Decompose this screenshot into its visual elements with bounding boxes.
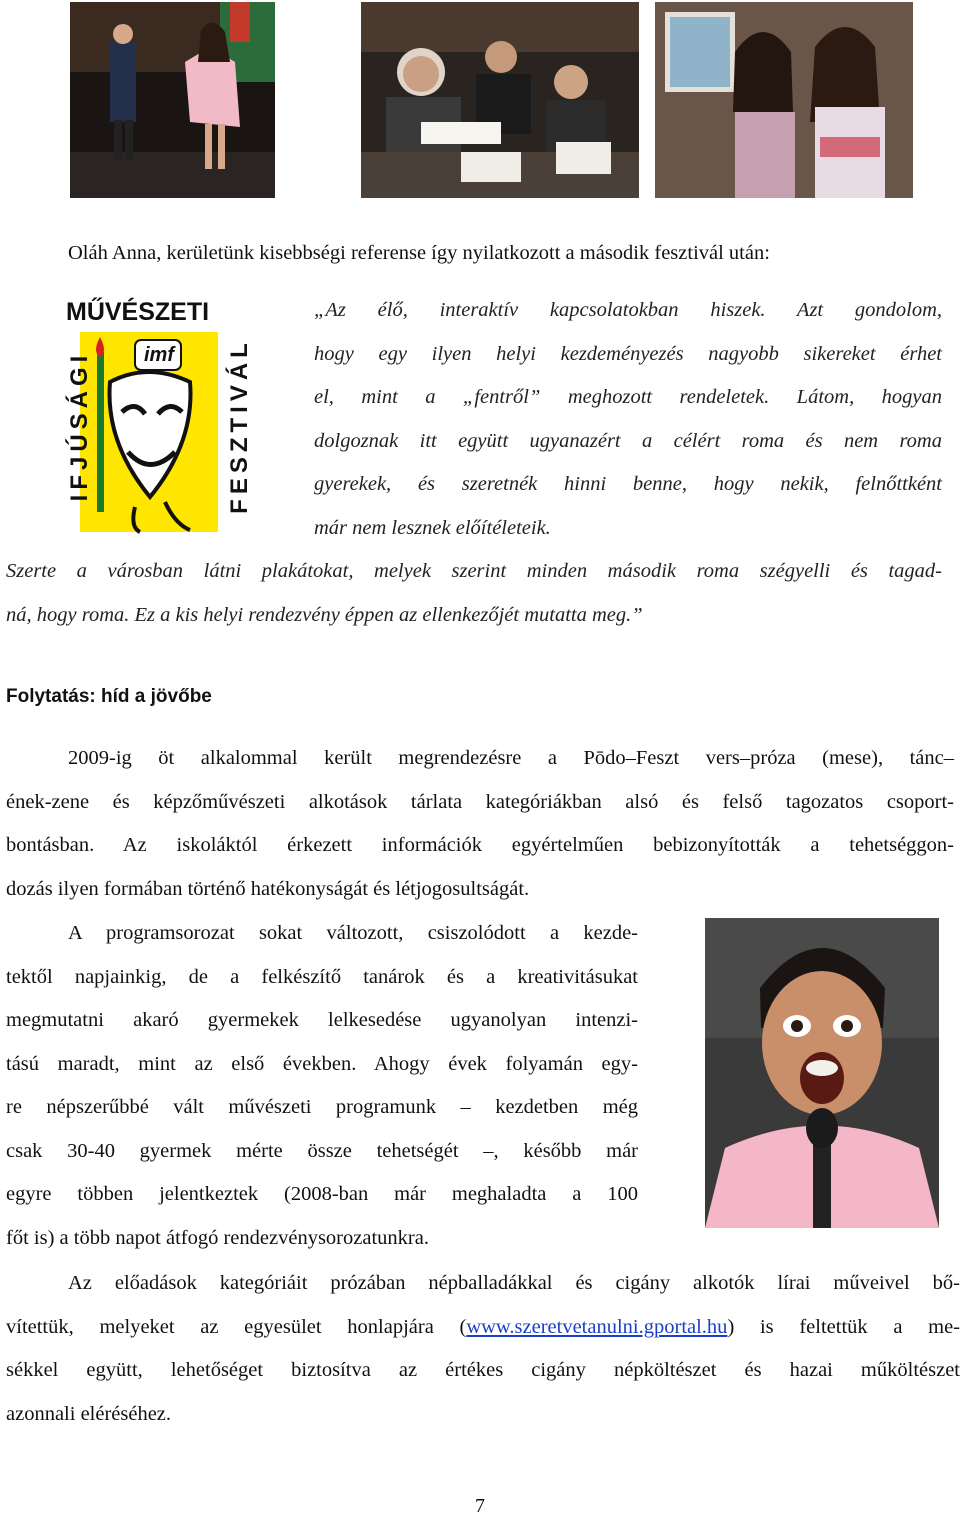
paragraph-1	[6, 737, 954, 911]
quote-continuation	[6, 550, 942, 637]
section-heading: Folytatás: híd a jövőbe	[6, 686, 212, 707]
quote-line: már nem lesznek előítéleteik.	[314, 516, 551, 539]
paragraph-line: sékkel együtt, lehetőséget biztosítva az értékes cigány népköltészet és hazai műköltészet	[6, 1359, 960, 1381]
logo-badge-text: imf	[144, 344, 174, 366]
paragraph-line: Az előadások kategóriáit prózában népballadákkal és cigány alkotók lírai műveivel bő-	[68, 1272, 960, 1294]
paragraph-line: bontásban. Az iskoláktól érkezett információk egyértelműen bebizonyították a tehetséggon-	[6, 834, 954, 856]
photo-jury-table	[361, 2, 639, 198]
paragraph-line: A programsorozat sokat változott, csiszolódott a kezde-	[68, 922, 638, 944]
paragraph-line: megmutatni akaró gyermekek lelkesedése ugyanolyan intenzi-	[6, 1009, 638, 1031]
quote-line: hogy egy ilyen helyi kezdeményezés nagyobb sikereket érhet	[314, 342, 942, 365]
paragraph-line: re népszerűbbé vált művészeti programunk – kezdetben még	[6, 1096, 638, 1118]
paragraph-line: azonnali eléréséhez.	[6, 1402, 172, 1425]
quote-line: „Az élő, interaktív kapcsolatokban hiszek. Azt gondolom,	[314, 299, 942, 321]
quote-line: el, mint a „fentről” meghozott rendeletek. Látom, hogyan	[314, 386, 942, 408]
logo-right-text: FESZTIVÁL	[226, 338, 253, 514]
paragraph-line: dozás ilyen formában történő hatékonyságát és létjogosultságát.	[6, 877, 530, 900]
quote-block	[314, 289, 942, 550]
photo-singing-boy	[705, 918, 939, 1228]
photo-two-girls	[655, 2, 913, 198]
line-text: ) is feltettük a me-	[727, 1315, 960, 1338]
paragraph-line: tású maradt, mint az első években. Ahogy évek folyamán egy-	[6, 1052, 638, 1075]
page-number: 7	[475, 1495, 485, 1517]
quote-line: ná, hogy roma. Ez a kis helyi rendezvény éppen az ellenkezőjét mutatta meg.”	[6, 603, 643, 626]
paragraph-line: 2009-ig öt alkalommal került megrendezésre a Pōdo–Feszt vers–próza (mese), tánc–	[68, 747, 954, 769]
paragraph-2	[6, 912, 638, 1260]
quote-line: Szerte a városban látni plakátokat, melyek szerint minden második roma szégyelli és tagad-	[6, 560, 942, 582]
paragraph-line: egyre többen jelentkeztek (2008-ban már meghaladta a 100	[6, 1183, 638, 1205]
logo-top-text: MŰVÉSZETI	[66, 298, 210, 326]
intro-sentence: Oláh Anna, kerületünk kisebbségi referense így nyilatkozott a második fesztivál után:	[68, 242, 770, 264]
paragraph-3	[6, 1262, 960, 1436]
paragraph-line: főt is) a több napot átfogó rendezvénysorozatunkra.	[6, 1226, 429, 1249]
quote-line: gyerekek, és szeretnék hinni benne, hogy nekik, felnőttként	[314, 473, 942, 495]
quote-line: dolgoznak itt együtt ugyanazért a célért roma és nem roma	[314, 429, 942, 452]
website-link[interactable]: www.szeretvetanulni.gportal.hu	[466, 1315, 728, 1338]
line-text: vítettük, melyeket az egyesület honlapjára (	[6, 1315, 467, 1338]
logo-left-text: IFJÚSÁGI	[66, 350, 93, 502]
paragraph-line: csak 30-40 gyermek mérte össze tehetségét –, később már	[6, 1139, 638, 1162]
paragraph-line: ének-zene és képzőművészeti alkotások tárlata kategóriákban alsó és felső tagozatos csoport-	[6, 790, 954, 813]
paragraph-line: tektől napjainkig, de a felkészítő tanárok és a kreativitásukat	[6, 965, 638, 988]
festival-logo	[40, 292, 262, 544]
paragraph-line-with-link	[6, 1306, 960, 1350]
photo-dancing-children	[70, 2, 275, 198]
